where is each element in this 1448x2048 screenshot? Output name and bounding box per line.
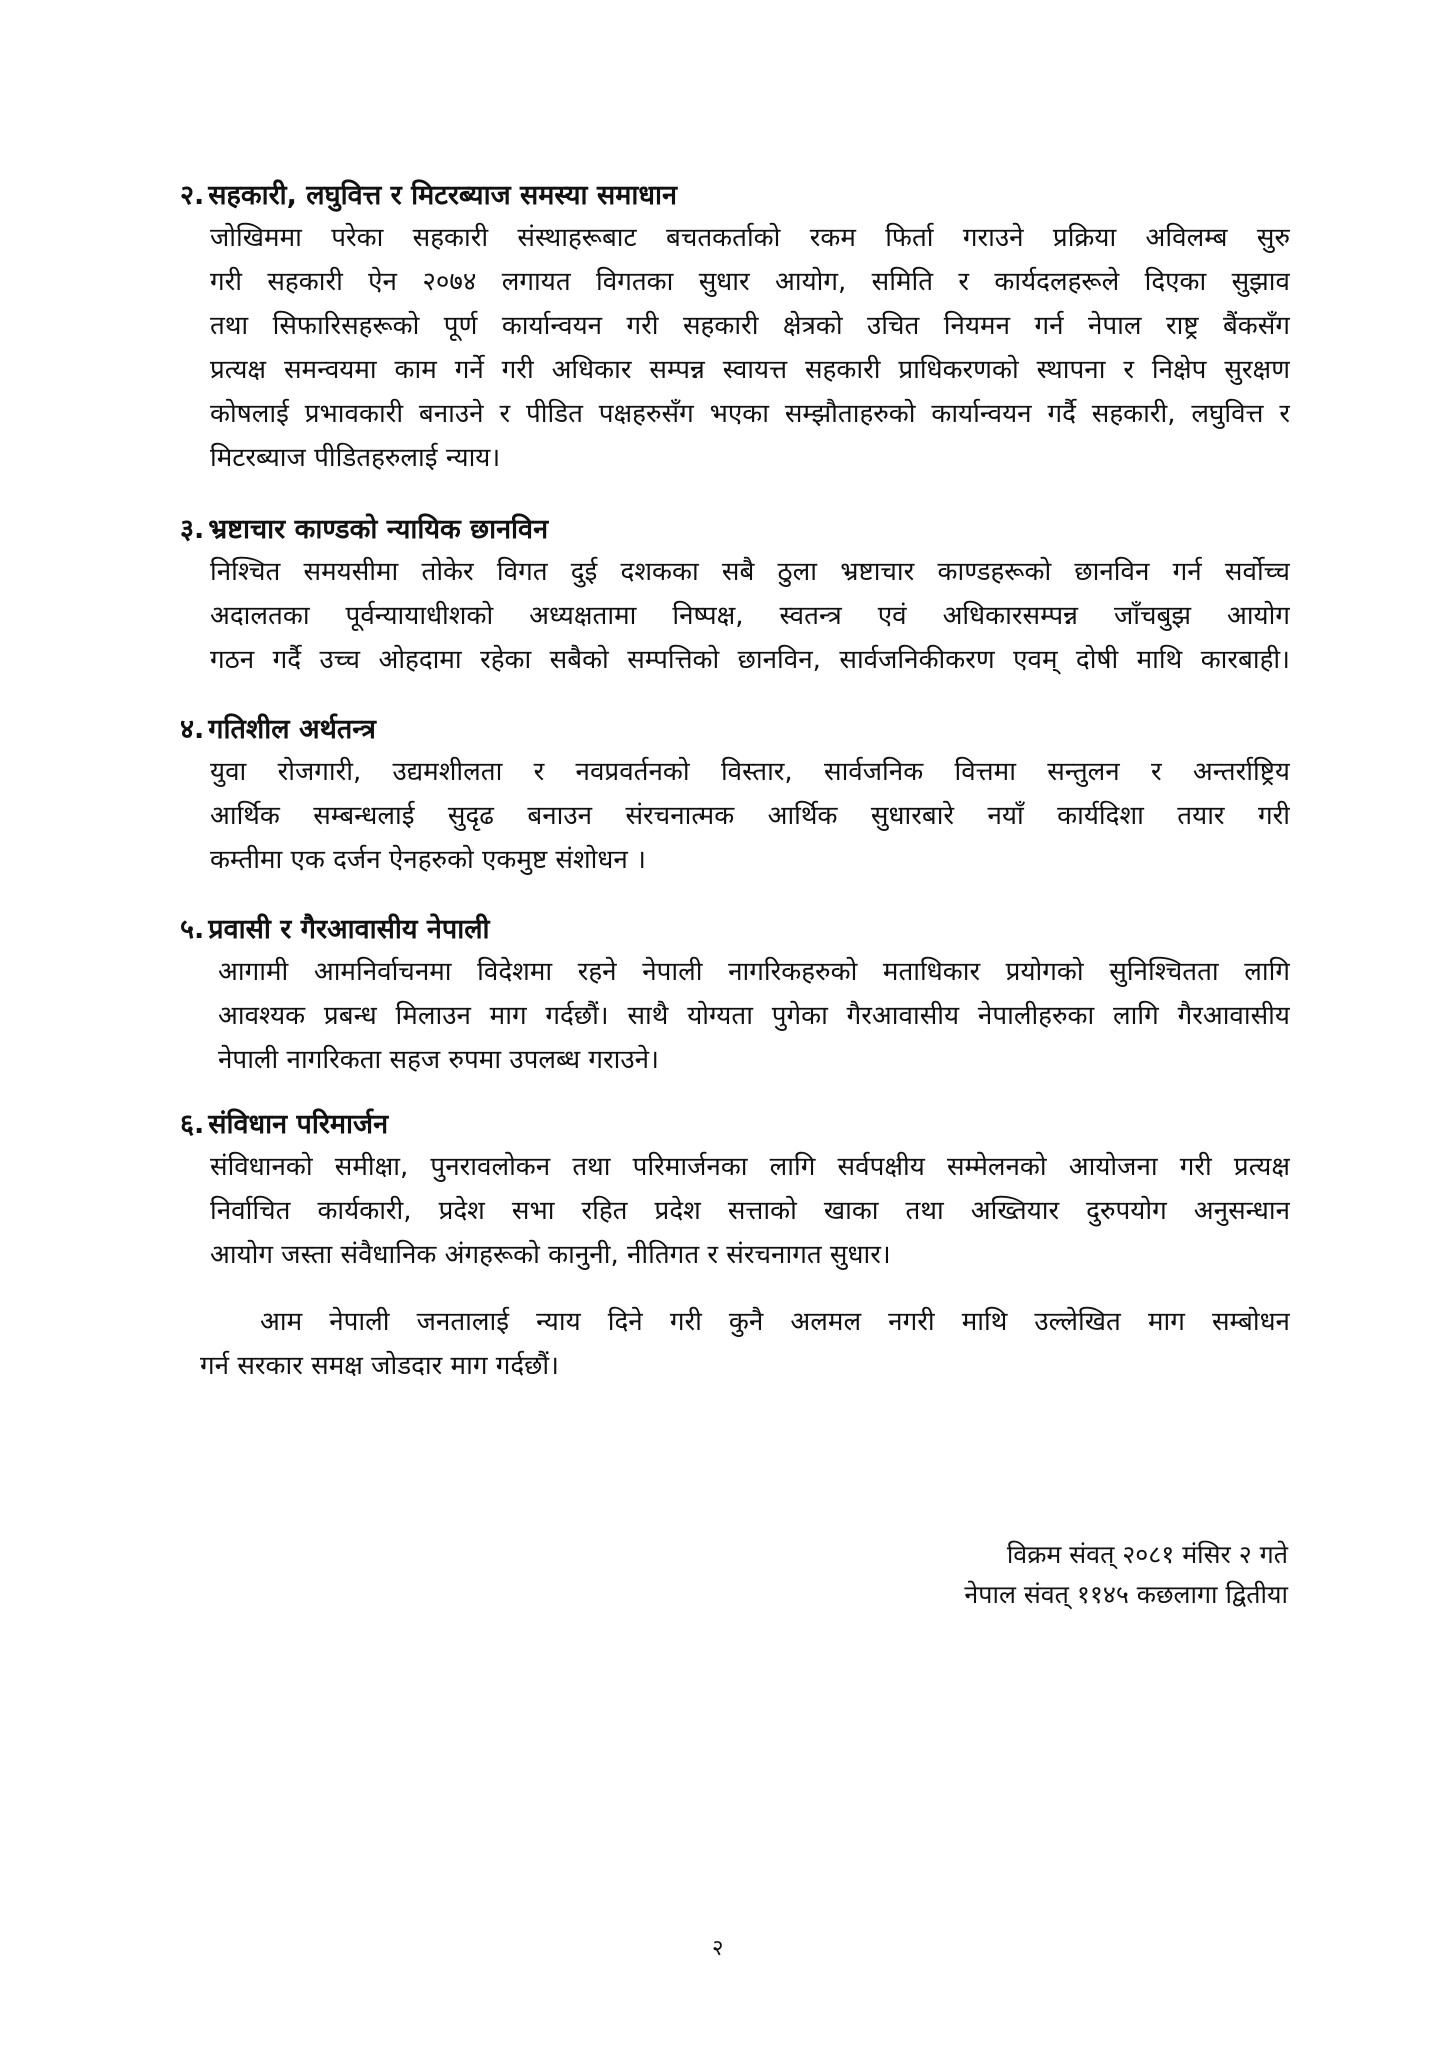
paragraph-line: कम्तीमा एक दर्जन ऐनहरुको एकमुष्ट संशोधन । <box>210 845 646 875</box>
page-number: २ <box>712 1936 724 1961</box>
closing-paragraph <box>180 1300 1290 1388</box>
section-cooperative-microfinance <box>180 176 1290 480</box>
section-number: ३. <box>180 514 205 545</box>
paragraph-line: निर्वाचित कार्यकारी, प्रदेश सभा रहित प्रदेश सत्ताको खाका तथा अख्तियार दुरुपयोग अनुसन्धान <box>210 1196 1290 1226</box>
paragraph-line: गठन गर्दै उच्च ओहदामा रहेका सबैको सम्पत्तिको छानविन, सार्वजनिकीकरण एवम् दोषी माथि कारबाही। <box>210 645 1290 675</box>
section-title: भ्रष्टाचार काण्डको न्यायिक छानविन <box>208 514 549 545</box>
section-title: संविधान परिमार्जन <box>208 1109 389 1140</box>
section-title: गतिशील अर्थतन्त्र <box>208 714 376 745</box>
section-constitution-amendment <box>180 1105 1290 1277</box>
section-corruption-investigation <box>180 510 1290 682</box>
paragraph-line: कोषलाई प्रभावकारी बनाउने र पीडित पक्षहरुसँग भएका सम्झौताहरुको कार्यान्वयन गर्दै सहकारी, लघुवित्त र <box>210 399 1290 429</box>
paragraph-line: आगामी आमनिर्वाचनमा विदेशमा रहने नेपाली नागरिकहरुको मताधिकार प्रयोगको सुनिश्चितता लागि <box>218 957 1290 987</box>
paragraph-line: निश्चित समयसीमा तोकेर विगत दुई दशकका सबै ठुला भ्रष्टाचार काण्डहरूको छानविन गर्न सर्वोच्च <box>210 557 1290 587</box>
paragraph-line: आम नेपाली जनतालाई न्याय दिने गरी कुनै अलमल नगरी माथि उल्लेखित माग सम्बोधन <box>260 1307 1290 1337</box>
paragraph-line: आर्थिक सम्बन्धलाई सुदृढ बनाउन संरचनात्मक आर्थिक सुधारबारे नयाँ कार्यदिशा तयार गरी <box>210 801 1290 831</box>
section-number: २. <box>180 180 205 211</box>
section-title: प्रवासी र गैरआवासीय नेपाली <box>208 914 490 945</box>
section-number: ५. <box>180 914 205 945</box>
paragraph-line: जोखिममा परेका सहकारी संस्थाहरूबाट बचतकर्ताको रकम फिर्ता गराउने प्रक्रिया अविलम्ब सुरु <box>210 223 1290 253</box>
paragraph-line: प्रत्यक्ष समन्वयमा काम गर्ने गरी अधिकार सम्पन्न स्वायत्त सहकारी प्राधिकरणको स्थापना र निक्षेप सुरक्षण <box>210 355 1290 385</box>
section-title: सहकारी, लघुवित्त र मिटरब्याज समस्या समाधान <box>208 180 677 211</box>
paragraph-line: नेपाली नागरिकता सहज रुपमा उपलब्ध गराउने। <box>218 1045 659 1075</box>
section-heading <box>180 710 1290 750</box>
paragraph-line: मिटरब्याज पीडितहरुलाई न्याय। <box>210 443 501 473</box>
section-heading <box>180 176 1290 216</box>
paragraph-line: युवा रोजगारी, उद्यमशीलता र नवप्रवर्तनको विस्तार, सार्वजनिक वित्तमा सन्तुलन र अन्तर्राष्ट्रिय <box>210 757 1290 787</box>
date-block <box>964 1535 1288 1615</box>
vikram-samvat-date: विक्रम संवत् २०८१ मंसिर २ गते <box>1006 1540 1288 1569</box>
section-dynamic-economy <box>180 710 1290 882</box>
paragraph-line: गरी सहकारी ऐन २०७४ लगायत विगतका सुधार आयोग, समिति र कार्यदलहरूले दिएका सुझाव <box>210 267 1290 297</box>
paragraph-line: अदालतका पूर्वन्यायाधीशको अध्यक्षतामा निष्पक्ष, स्वतन्त्र एवं अधिकारसम्पन्न जाँचबुझ आयोग <box>210 601 1290 631</box>
section-heading <box>180 510 1290 550</box>
section-number: ४. <box>180 714 205 745</box>
nepal-samvat-date: नेपाल संवत् ११४५ कछलागा द्वितीया <box>964 1580 1288 1609</box>
paragraph-line: आवश्यक प्रबन्ध मिलाउन माग गर्दछौं। साथै योग्यता पुगेका गैरआवासीय नेपालीहरुका लागि गैरआवासीय <box>218 1001 1290 1031</box>
section-heading <box>180 910 1290 950</box>
paragraph-line: गर्न सरकार समक्ष जोडदार माग गर्दछौं। <box>200 1351 559 1381</box>
paragraph-line: संविधानको समीक्षा, पुनरावलोकन तथा परिमार्जनका लागि सर्वपक्षीय सम्मेलनको आयोजना गरी प्रत्यक्ष <box>210 1152 1290 1182</box>
section-heading <box>180 1105 1290 1145</box>
paragraph-line: आयोग जस्ता संवैधानिक अंगहरूको कानुनी, नीतिगत र संरचनागत सुधार। <box>210 1240 891 1270</box>
section-diaspora-nepali <box>180 910 1290 1082</box>
section-number: ६. <box>180 1109 205 1140</box>
paragraph-line: तथा सिफारिसहरूको पूर्ण कार्यान्वयन गरी सहकारी क्षेत्रको उचित नियमन गर्न नेपाल राष्ट्र बैंकसँग <box>210 311 1290 341</box>
